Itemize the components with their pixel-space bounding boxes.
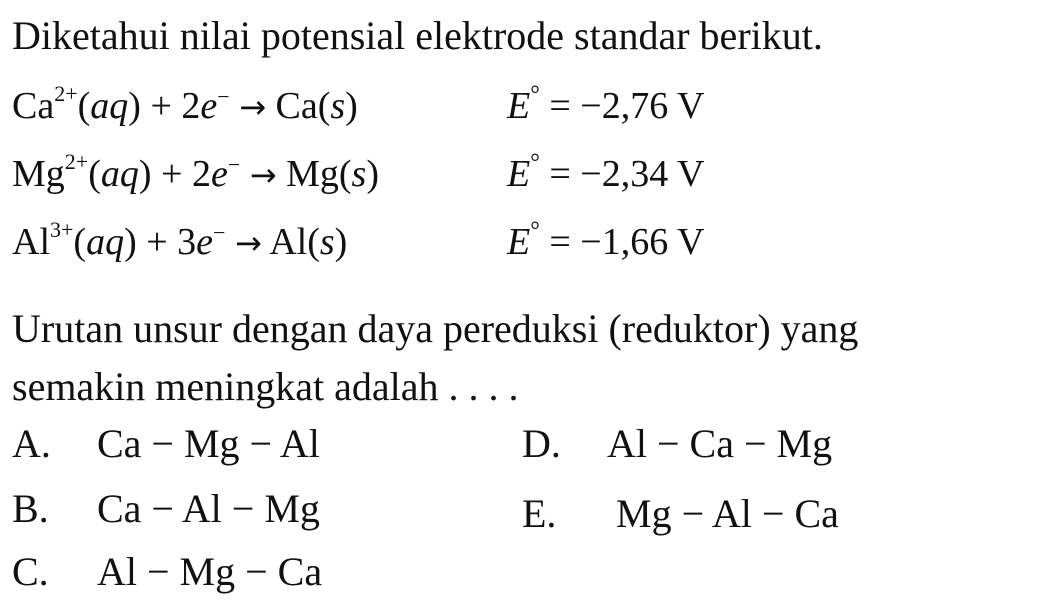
product-symbol: Ca bbox=[275, 85, 318, 127]
electron-symbol: e bbox=[200, 85, 218, 127]
ion-symbol: Ca bbox=[12, 85, 55, 127]
standard-degree-mark: ° bbox=[530, 150, 540, 176]
state-aq: aq bbox=[100, 153, 139, 195]
electron-charge: − bbox=[213, 220, 226, 245]
potential-calcium bbox=[507, 82, 704, 130]
state-aq: aq bbox=[86, 221, 125, 263]
option-text: Al − Ca − Mg bbox=[607, 421, 833, 466]
answer-option-c[interactable] bbox=[12, 548, 322, 596]
potential-symbol: E bbox=[507, 85, 531, 127]
option-text: Ca − Mg − Al bbox=[97, 421, 320, 466]
potential-symbol: E bbox=[507, 153, 531, 195]
answer-option-a[interactable] bbox=[12, 420, 320, 468]
reaction-magnesium: $Mg^{2+}(aq) + 2e^- \to Mg(s)$ bbox=[12, 149, 379, 195]
electron-charge: − bbox=[217, 84, 230, 109]
ion-charge: 2+ bbox=[64, 149, 89, 174]
option-letter: D. bbox=[522, 421, 561, 466]
option-letter: A. bbox=[12, 421, 51, 466]
option-letter: E. bbox=[522, 491, 557, 536]
option-text: Ca − Al − Mg bbox=[97, 486, 320, 531]
ion-symbol: Mg bbox=[12, 153, 65, 195]
answer-option-d[interactable] bbox=[522, 420, 832, 468]
electron-charge: − bbox=[227, 152, 241, 177]
intro-text: Diketahui nilai potensial elektrode standar berikut. bbox=[12, 13, 823, 58]
reaction-aluminium: $Al^{3+}(aq) + 3e^- \to Al(s)$ bbox=[12, 217, 348, 263]
product-symbol: Mg bbox=[286, 153, 339, 195]
standard-degree-mark: ° bbox=[530, 218, 540, 244]
question-line-1: Urutan unsur dengan daya pereduksi (reduktor) yang bbox=[12, 306, 859, 351]
option-text: Al − Mg − Ca bbox=[97, 549, 323, 594]
answer-option-b[interactable] bbox=[12, 485, 320, 533]
potential-aluminium bbox=[507, 218, 704, 266]
reaction-calcium: $Ca^{2+}(aq) + 2e^- \to Ca(s)$ bbox=[12, 81, 358, 127]
ion-charge: 3+ bbox=[50, 217, 74, 242]
electron-symbol: e bbox=[196, 221, 214, 263]
potential-value: = −2,76 V bbox=[549, 85, 705, 127]
potential-value: = −1,66 V bbox=[549, 221, 705, 263]
electron-count: 2 bbox=[191, 153, 211, 195]
state-aq: aq bbox=[90, 85, 129, 127]
reaction-arrow-icon: → bbox=[234, 224, 262, 262]
ion-symbol: Al bbox=[12, 221, 50, 263]
state-s: s bbox=[330, 85, 346, 127]
ion-charge: 2+ bbox=[54, 81, 78, 106]
potential-magnesium bbox=[507, 150, 704, 198]
option-letter: C. bbox=[12, 549, 49, 594]
standard-degree-mark: ° bbox=[530, 82, 540, 108]
electron-count: 2 bbox=[181, 85, 201, 127]
reaction-arrow-icon: → bbox=[239, 88, 266, 126]
option-text: Mg − Al − Ca bbox=[616, 491, 839, 536]
state-s: s bbox=[319, 221, 335, 263]
answer-option-e[interactable] bbox=[522, 490, 839, 538]
option-letter: B. bbox=[12, 486, 49, 531]
potential-symbol: E bbox=[507, 221, 531, 263]
potential-value: = −2,34 V bbox=[549, 153, 705, 195]
electron-count: 3 bbox=[177, 221, 197, 263]
question-line-2: semakin meningkat adalah . . . . bbox=[12, 364, 519, 409]
electron-symbol: e bbox=[210, 153, 228, 195]
product-symbol: Al bbox=[269, 221, 308, 263]
reaction-arrow-icon: → bbox=[249, 156, 277, 194]
state-s: s bbox=[351, 153, 367, 195]
